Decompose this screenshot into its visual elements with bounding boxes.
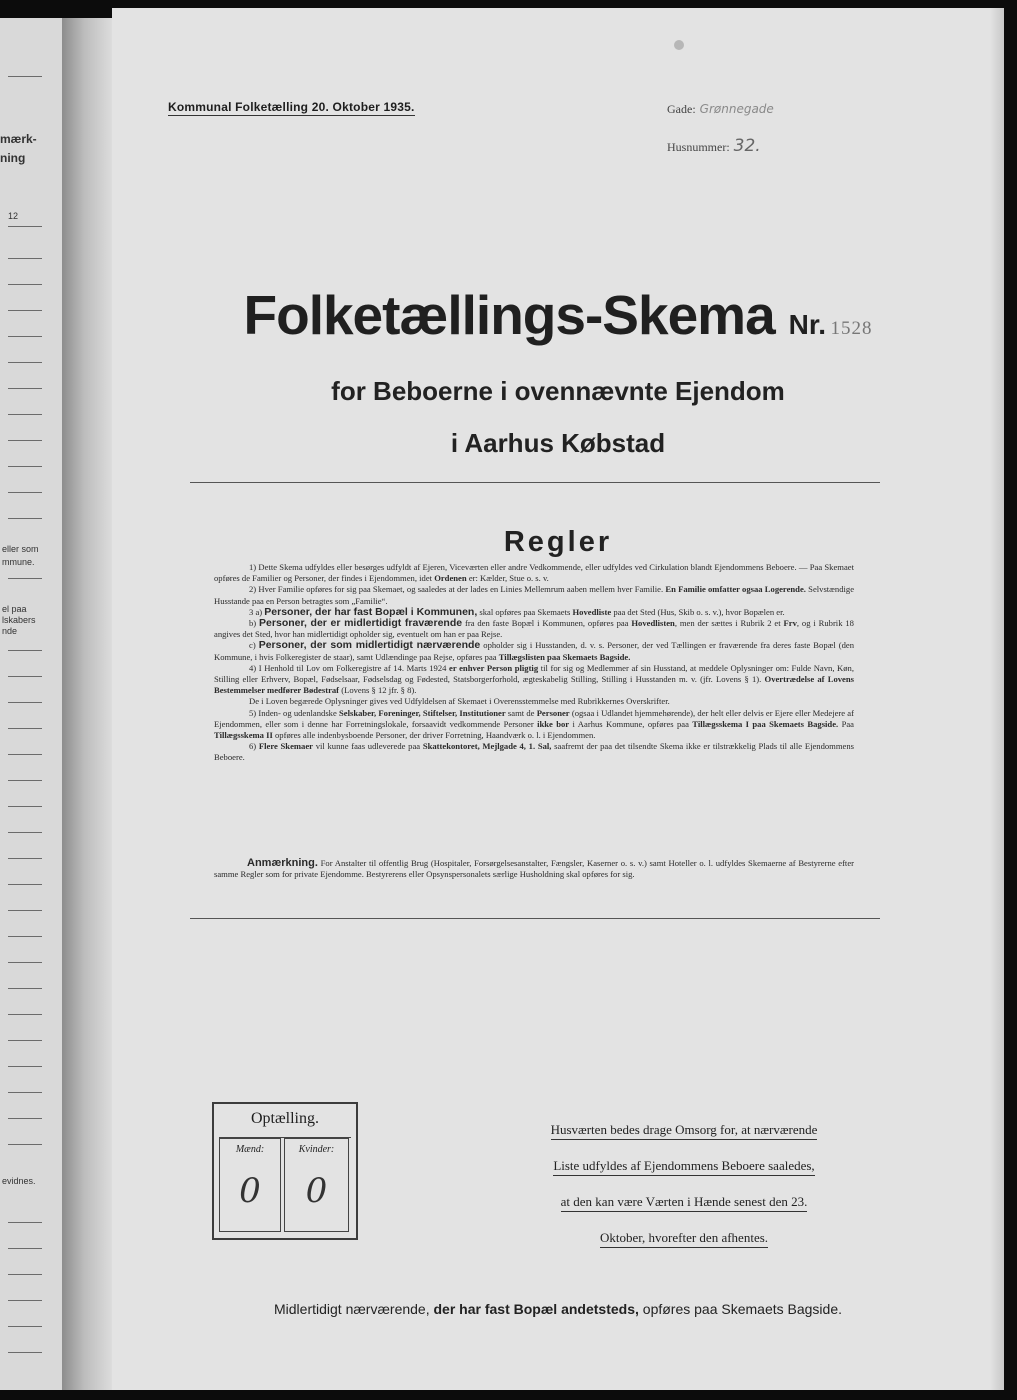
ruled-line (8, 226, 42, 227)
ruled-line (8, 858, 42, 859)
house-number-field (667, 136, 761, 156)
count-box-title: Optælling. (250, 1110, 319, 1127)
ruled-line (8, 440, 42, 441)
street-label: Gade: (667, 102, 696, 116)
ruled-line (8, 466, 42, 467)
page-fragment-text: lskabers (2, 615, 36, 625)
women-count: 0 (305, 1171, 328, 1211)
rule-5: 5) Inden- og udenlandske Selskaber, Foreninger, Stiftelser, Institutioner samt de Personer (ogsaa i Udlandet hjemmehørende), der helt eller delvis er Ejere eller Medejere af Ejendommen, eller som i denne har Forretningslokale, forsaavidt vedkommende Personer ikke bor i Aarhus Kommune, opføres paa Tillægsskema I paa Skemaets Bagside. Paa Tillægsskema II opføres alle indenbysboende Personer, der driver Forretning, Haandværk o. l. i Ejendommen. (214, 707, 854, 741)
form-number-label: Nr. (788, 309, 827, 340)
page-fragment-text: 12 (8, 211, 19, 221)
previous-page-edge (0, 18, 64, 1390)
ruled-line (8, 884, 42, 885)
ruled-line (8, 962, 42, 963)
ruled-line (8, 1222, 42, 1223)
ruled-line (8, 1144, 42, 1145)
ruled-line (8, 728, 42, 729)
ruled-line (8, 936, 42, 937)
rule-1: 1) Dette Skema udfyldes eller besørges udfyldt af Ejeren, Viceværten eller andre Vedkommende, eller udfyldes ved Cirkulation blandt Ejendommens Beboere. — Paa Skemaet opføres de Familier og Personer, der findes i Ejendommen, idet Ordenen er: Kælder, Stue o. s. v. (214, 562, 854, 584)
ruled-line (8, 258, 42, 259)
ruled-line (8, 388, 42, 389)
ruled-line (8, 1248, 42, 1249)
notice-line: Husværten bedes drage Omsorg for, at nærværende (551, 1122, 818, 1140)
punch-hole (674, 40, 684, 50)
rule-2: 2) Hver Familie opføres for sig paa Skemaet, og saaledes at der lades en Linies Mellemrum aaben mellem hver Familie. En Familie omfatter ogsaa Logerende. Selvstændige Husstande paa en Person betragtes som „Familie“. (214, 584, 855, 606)
census-form-page (112, 8, 1004, 1390)
remark-text: For Anstalter til offentlig Brug (Hospitaler, Forsørgelsesanstalter, Fængsler, Kaserner o. s. v.) samt Hoteller o. l. udfyldes Skemaerne af Bestyrerne efter samme Regler som for private Ejendomme. Bestyrerens eller Opsynspersonalets særlige Husholdning skal opføres for sig. (214, 858, 854, 880)
ruled-line (8, 754, 42, 755)
men-label: Mænd: (235, 1144, 265, 1155)
ruled-line (8, 1326, 42, 1327)
page-fragment-text: mærk- (0, 132, 37, 146)
book-gutter (62, 18, 112, 1390)
ruled-line (8, 780, 42, 781)
ruled-line (8, 988, 42, 989)
rule-3b: b) Personer, der er midlertidigt fraværende fra den faste Bopæl i Kommunen, opføres paa Hovedlisten, men der sættes i Rubrik 2 et Frv, og i Rubrik 18 angives det Sted, hvor han midlertidigt opholder sig, eventuelt om han er paa Rejse. (214, 617, 854, 640)
ruled-line (8, 1118, 42, 1119)
house-number-value: 32. (733, 136, 761, 156)
notice-line: at den kan være Værten i Hænde senest den 23. (561, 1194, 808, 1212)
street-value: Grønnegade (699, 102, 774, 116)
page-fragment-text: ning (0, 151, 26, 165)
count-box (212, 1102, 358, 1240)
rule-6: 6) Flere Skemaer vil kunne faas udleverede paa Skattekontoret, Mejlgade 4, 1. Sal, saafremt der paa det tilsendte Skema ikke er tilstrækkelig Plads til alle Ejendommens Beboere. (214, 741, 854, 763)
divider (190, 918, 880, 919)
form-title (112, 283, 1004, 347)
ruled-line (8, 310, 42, 311)
ruled-line (8, 806, 42, 807)
landlord-notice (512, 1112, 856, 1256)
ruled-line (8, 702, 42, 703)
ruled-line (8, 336, 42, 337)
ruled-line (8, 1092, 42, 1093)
form-subtitle-line1: for Beboerne i ovennævnte Ejendom (331, 376, 785, 406)
ruled-line (8, 1300, 42, 1301)
men-column (219, 1138, 281, 1232)
ruled-line (8, 1274, 42, 1275)
street-field (667, 100, 774, 118)
men-count: 0 (239, 1171, 261, 1211)
ruled-line (8, 832, 42, 833)
page-fragment-text: eller som (2, 544, 39, 554)
ruled-line (8, 414, 42, 415)
ruled-line (8, 362, 42, 363)
rule-3c: c) Personer, der som midlertidigt nærværende opholder sig i Husstanden, d. v. s. Personer, der ved Tællingen er fraværende fra deres faste Bopæl (den Kommune, i hvis Folkeregister de staar), samt Udlændinge paa Rejse, opføres paa Tillægslisten paa Skemaets Bagside. (214, 639, 854, 662)
census-header-title: Kommunal Folketælling 20. Oktober 1935. (168, 100, 415, 114)
form-number-value: 1528 (830, 318, 873, 339)
house-number-label: Husnummer: (667, 140, 730, 154)
form-subtitle-line2: i Aarhus Købstad (450, 428, 666, 458)
rule-3a: 3 a) Personer, der har fast Bopæl i Kommunen, skal opføres paa Skemaets Hovedliste paa det Sted (Hus, Skib o. s. v.), hvor Bopælen er. (249, 605, 785, 618)
women-label: Kvinder: (298, 1144, 335, 1155)
notice-line: Oktober, hvorefter den afhentes. (600, 1230, 768, 1248)
page-fragment-text: mmune. (2, 557, 35, 567)
footer-note: Midlertidigt nærværende, der har fast Bopæl andetsteds, opføres paa Skemaets Bagside. (273, 1301, 843, 1317)
remark-block (214, 858, 854, 880)
rule-4: 4) I Henhold til Lov om Folkeregistre af 14. Marts 1924 er enhver Person pligtig til for sig og Medlemmer af sin Husstand, at meddele Oplysninger om: Fulde Navn, Køn, Stilling eller Erhverv, Bopæl, Fødselsaar, Fødselsdag og Fødested, Statsborgerforhold, ægteskabelig Stilling, Stilling i Husstanden m. v. (jfr. Lovens § 1). Overtrædelse af Lovens Bestemmelser medfører Bødestraf (Lovens § 12 jfr. § 8). (214, 662, 854, 696)
ruled-line (8, 650, 42, 651)
ruled-line (8, 578, 42, 579)
ruled-line (8, 1066, 42, 1067)
page-fragment-text: evidnes. (2, 1176, 36, 1186)
ruled-line (8, 1040, 42, 1041)
ruled-line (8, 76, 42, 77)
page-fragment-text: nde (2, 626, 18, 636)
page-fragment-text: el paa (2, 604, 27, 614)
ruled-line (8, 518, 42, 519)
ruled-line (8, 1352, 42, 1353)
form-title-main: Folketællings-Skema (243, 284, 775, 346)
ruled-line (8, 676, 42, 677)
women-column (284, 1138, 349, 1232)
remark-label: Anmærkning. (247, 857, 318, 869)
ruled-line (8, 492, 42, 493)
ruled-line (8, 1014, 42, 1015)
divider (190, 482, 880, 483)
notice-line: Liste udfyldes af Ejendommens Beboere saaledes, (553, 1158, 814, 1176)
ruled-line (8, 910, 42, 911)
rules-heading: Regler (503, 526, 613, 558)
rules-text (214, 562, 854, 764)
rule-4b: De i Loven begærede Oplysninger gives ved Udfyldelsen af Skemaet i Overensstemmelse med Rubrikkernes Overskrifter. (249, 696, 670, 707)
ruled-line (8, 284, 42, 285)
